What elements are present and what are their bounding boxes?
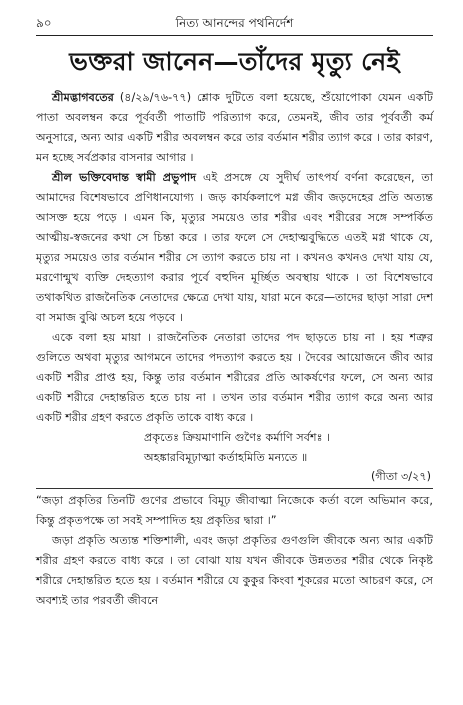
paragraph-1 [36,88,433,168]
verse-reference: (গীতা ৩/২৭) [370,470,431,483]
paragraph-4: জড়া প্রকৃতি অত্যন্ত শক্তিশালী, এবং জড়া প্রকৃতির গুণগুলি জীবকে অন্য আর একটি শরীর গ্রহণ করতে বাধ্য করে । তা বোঝা যায় যখন জীবকে উন্নততর শরীর থেকে নিকৃষ্ট শরীরে দেহান্তরিত হতে হয় । বর্তমান শরীরে যে কুকুর কিংবা শূকরের মতো আচরণ করে, সে অবশ্যই তার পরবর্তী জীবনে [36,534,433,607]
page-body [36,88,433,611]
verse-translation: “জড়া প্রকৃতির তিনটি গুণের প্রভাবে বিমূঢ় জীবাত্মা নিজেকে কর্তা বলে অভিমান করে, কিন্তু প্রকৃতপক্ষে তা সবই সম্পাদিত হয় প্রকৃতির দ্বারা ।” [36,494,433,527]
paragraph-2 [36,168,433,328]
chapter-title: ভক্তরা জানেন—তাঁদের মৃত্যু নেই [69,47,400,76]
sanskrit-verse [36,428,433,468]
verse-line-1: প্রকৃতেঃ ক্রিয়মাণানি গুণৈঃ কর্মাণি সর্বশঃ । [144,431,331,444]
page-number: ৯০ [36,16,52,30]
paragraph-3: একে বলা হয় মায়া । রাজনৈতিক নেতারা তাদের পদ ছাড়তে চায় না । হয় শত্রুর গুলিতে অথবা মৃত্যুর আগমনে তাদের পদত্যাগ করতে হয় । দৈবের আয়োজনে জীব আর একটি শরীর প্রাপ্ত হয়, কিন্তু তার বর্তমান শরীরের প্রতি আকর্ষণের ফলে, সে অন্য আর একটি শরীরে দেহান্তরিত হতে চায় না । তখন তার বর্তমান শরীর ত্যাগ করে অন্য আর একটি শরীর গ্রহণ করতে প্রকৃতি তাকে বাধ্য করে । [36,331,433,424]
header-rule [36,35,433,36]
verse-rule [36,488,433,489]
paragraph-2-text: এই প্রসঙ্গে যে সুদীর্ঘ তাৎপর্য বর্ণনা করেছেন, তা আমাদের বিশেষভাবে প্রণিধানযোগ্য । জড় কার্যকলাপে মগ্ন জীব জড়দেহের প্রতি অত্যন্ত আসক্ত হয়ে পড়ে । এমন কি, মৃত্যুর সময়েও তার শরীর এবং শরীরের সঙ্গে সম্পর্কিত আত্মীয়-স্বজনের কথা সে চিন্তা করে । তার ফলে সে দেহাত্মবুদ্ধিতে এতই মগ্ন থাকে যে, মৃত্যুর সময়েও তার বর্তমান শরীর সে ত্যাগ করতে চায় না । কখনও কখনও দেখা যায় যে, মরণোন্মুখ ব্যক্তি দেহত্যাগ করার পূর্বে বহুদিন মূর্চ্ছিত অবস্থায় থাকে । তা বিশেষভাবে তথাকথিত রাজনৈতিক নেতাদের ক্ষেত্রে দেখা যায়, যারা মনে করে—তাদের ছাড়া সারা দেশ বা সমাজ বুঝি অচল হয়ে পড়বে । [36,171,433,324]
running-title: নিত্য আনন্দের পথনির্দেশ [175,16,294,30]
verse-line-2: অহঙ্কারবিমূঢ়াত্মা কর্তাহমিতি মন্যতে ॥ [144,451,308,464]
running-header [36,12,433,34]
paragraph-2-lead: শ্রীল ভক্তিবেদান্ত স্বামী প্রভুপাদ [52,171,197,184]
paragraph-1-text: (৪/২৯/৭৬-৭৭) শ্লোক দুটিতে বলা হয়েছে, শুঁয়োপোকা যেমন একটি পাতা অবলম্বন করে পূর্ববর্তী পাতাটি পরিত্যাগ করে, তেমনই, জীব তার পূর্ববর্তী কর্ম অনুসারে, অন্য আর একটি শরীর অবলম্বন করে তার বর্তমান শরীর ত্যাগ করে । তার কারণ, মন হচ্ছে সর্বপ্রকার বাসনার আগার । [36,91,433,164]
paragraph-1-lead: শ্রীমদ্ভাগবতের [52,91,114,104]
